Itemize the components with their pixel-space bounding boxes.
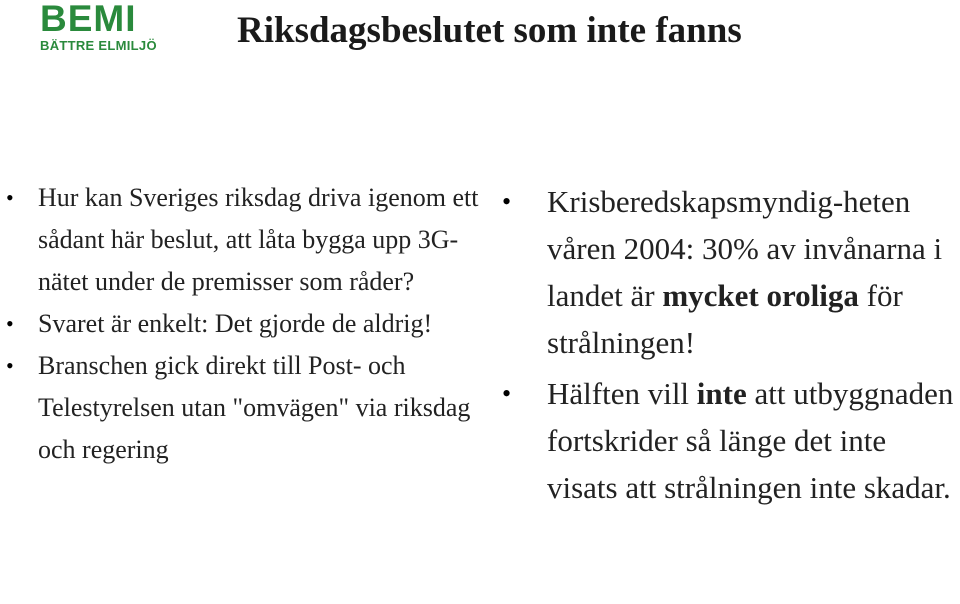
right-bullet-item bbox=[500, 370, 960, 511]
right-bullet-list bbox=[500, 178, 960, 511]
left-bullet-list bbox=[6, 177, 486, 471]
bullet-dot-icon: • bbox=[502, 379, 512, 408]
right-bullet-item bbox=[500, 178, 960, 366]
right-bullet-emphasis: mycket oroliga bbox=[662, 278, 859, 313]
right-bullet-text-after: för strålningen! bbox=[547, 278, 903, 360]
bemi-logo bbox=[40, 2, 170, 56]
left-bullet-text: Branschen gick direkt till Post- och Telestyrelsen utan "omvägen" via riksdag och regering bbox=[38, 351, 471, 464]
left-bullet-item bbox=[6, 345, 486, 471]
slide-title: Riksdagsbeslutet som inte fanns bbox=[237, 10, 742, 51]
left-bullet-item bbox=[6, 303, 486, 345]
left-bullet-text: Hur kan Sveriges riksdag driva igenom ett sådant här beslut, att låta bygga upp 3G-nätet under de premisser som råder? bbox=[38, 183, 479, 296]
right-bullet-text-after: att utbyggnaden fortskrider så länge det inte visats att strålningen inte skadar. bbox=[547, 376, 954, 505]
right-bullet-text-before: Hälften vill bbox=[547, 376, 697, 411]
left-bullet-text: Svaret är enkelt: Det gjorde de aldrig! bbox=[38, 309, 433, 338]
bullet-dot-icon: • bbox=[6, 353, 14, 378]
bullet-dot-icon: • bbox=[6, 185, 14, 210]
bullet-dot-icon: • bbox=[502, 187, 512, 216]
logo-tagline: BÄTTRE ELMILJÖ bbox=[40, 38, 157, 53]
bullet-dot-icon: • bbox=[6, 311, 14, 336]
logo-wordmark: BEMI bbox=[40, 0, 137, 39]
right-bullet-text-before: Krisberedskapsmyndig-heten våren 2004: 30% av invånarna i landet är bbox=[547, 184, 943, 313]
right-bullet-emphasis: inte bbox=[696, 376, 747, 411]
left-bullet-item bbox=[6, 177, 486, 303]
